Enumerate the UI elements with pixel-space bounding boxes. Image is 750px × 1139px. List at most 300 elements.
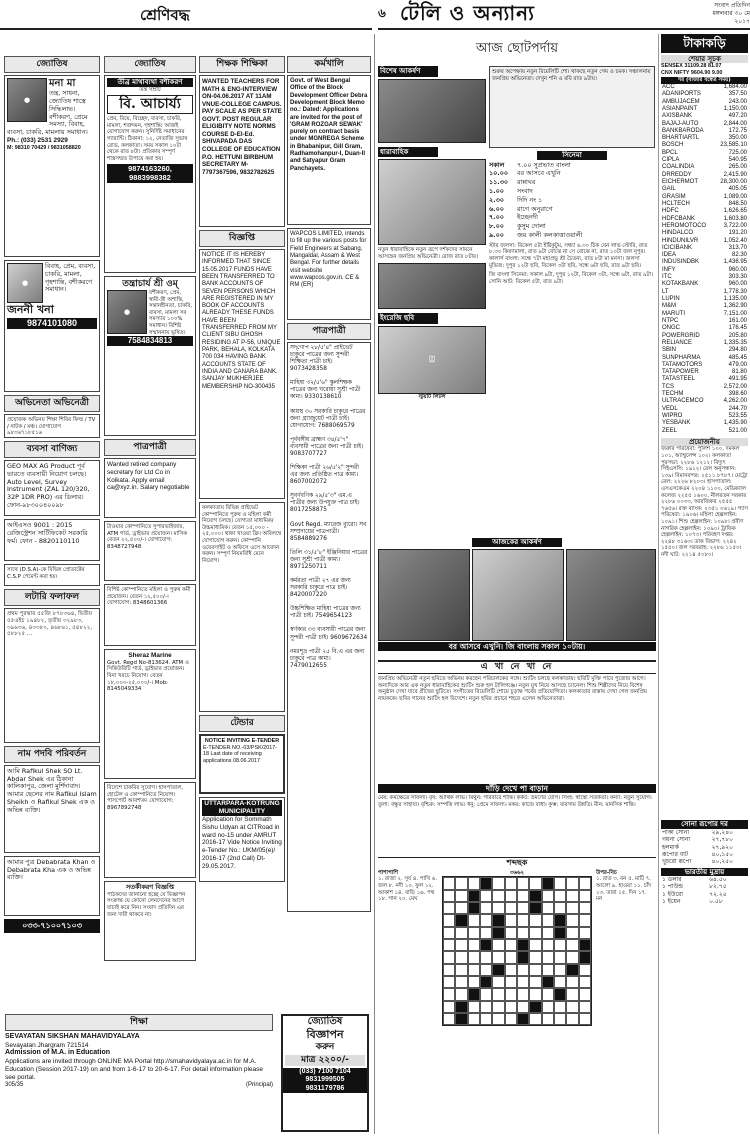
crossword-cell[interactable] [579, 1013, 591, 1025]
crossword-cell[interactable] [468, 877, 480, 889]
crossword-cell [468, 902, 480, 914]
teacher-heading: শিক্ষক শিক্ষিকা [199, 56, 285, 73]
astrology-heading-2: জ্যোতিষ [104, 56, 196, 73]
crossword-cell[interactable] [455, 902, 467, 914]
nifty: CNX NIFTY 9604.90 9.00 [661, 69, 723, 76]
crossword-cell [468, 988, 480, 1000]
crossword-cell[interactable] [443, 939, 455, 951]
crossword-cell[interactable] [542, 914, 554, 926]
crossword-cell[interactable] [579, 914, 591, 926]
astrologer-name: মনা মা [49, 77, 76, 89]
tv-mid-col: শুরুর অপেক্ষায় নতুন রিয়েলিটি শো। থাকছে নতুন গেম ও চমক। সঞ্চালনায় জনপ্রিয় অভিনেতা। দেখুন শনি ও রবি রাত ৯টায়। সিনেমা সকাল ৭.০০ সুপ্রভাত বাংলা ১০.০০ বর আসবে এখুনি ১১.৩০ রান্নাঘর ১.০০ সংবাদ ২.৩০ দিদি নং ১ ৬.০০ রাগে অনুরাগে ৭.০০ ইচ্ছেনদী ৮.০০ কুসুম দোলা ৯.০০ জয় কালী কলকাত্তাওয়ালী স্টার জলসা: বিকেল ৫টা ইষ্টিকুটুম, সন্ধ্যা ৬.৩০ ঠিক যেন লাভ স্টোরি, রাত ৮.৩০ কিরণমালা, রাত ৯টা বোঝে না সে বোঝে না, রাত ১০টা জল নূপুর। কালার্স বাংলা: সন্ধে ৭টা মহাপ্রভু শ্রী চৈতন্য, রাত ৮টা মা মনসা। জলসা মুভিজ: দুপুর ১২টা ছবি, বিকেল ৩টা ছবি, সন্ধে ৬টা ছবি, রাত ৯টা ছবি। জি বাংলা সিনেমা: সকাল ৯টা, দুপুর ১২টা, বিকেল ৩টা, সন্ধে ৬টা, রাত ৯টা। সোনি আট: বিকেল ৫টা, রাত ৯টা। [489, 66, 655, 536]
crossword-cell[interactable] [579, 902, 591, 914]
crossword-cell [566, 964, 578, 976]
crossword-cell[interactable] [492, 902, 504, 914]
business-ad-3: সাথে (D.S.A)-কে বিভিন্ন প্রোডাক্টের C.S.P পেমেন্ট করা হয়। [4, 564, 100, 586]
crossword-cell[interactable] [529, 951, 541, 963]
crossword-cell[interactable] [554, 964, 566, 976]
actor-heading: অভিনেতা অভিনেত্রী [4, 395, 100, 412]
stock-row: AMBUJACEM 243.00 [662, 98, 747, 105]
crossword-cell[interactable] [554, 951, 566, 963]
crossword-cell[interactable] [468, 1013, 480, 1025]
across-heading: পাশাপাশি [378, 869, 398, 876]
crossword-cell[interactable] [480, 890, 492, 902]
stock-row: BAJAJ-AUTO 2,844.00 [662, 120, 747, 127]
crossword-cell[interactable] [505, 976, 517, 988]
down-heading: উপর-নিচ [596, 869, 617, 876]
crossword-cell[interactable] [468, 951, 480, 963]
crossword-cell[interactable] [443, 877, 455, 889]
stock-row: SUNPHARMA 485.45 [662, 354, 747, 361]
crossword-cell [480, 939, 492, 951]
education-ad-wrap [5, 1014, 273, 1134]
section-title: টেলি ও অন্যান্য [400, 1, 535, 25]
jyotish-line2: বিজ্ঞাপন [306, 1028, 344, 1042]
job-ad-small-3: Sheraz Marine Govt. Regd No-813624. ATM ও সিকিউরিটি গার্ড, ড্রাইভার প্রয়োজন। বিনা খরচে নিয়োগ। বেতন ১৮,০০০-২৫,০০০/-। Mob: 8145049334 [104, 649, 196, 779]
crossword-cell[interactable] [517, 988, 529, 1000]
astrology-heading: জ্যোতিষ [4, 56, 100, 73]
tv-listing-row [489, 206, 655, 214]
crossword-cell [480, 877, 492, 889]
crossword-cell[interactable] [566, 988, 578, 1000]
crossword-cell[interactable] [443, 927, 455, 939]
astrologer-photo-4: ● [107, 290, 147, 334]
crossword-cell[interactable] [492, 890, 504, 902]
crossword-cell[interactable] [542, 988, 554, 1000]
stock-row: NTPC 161.00 [662, 317, 747, 324]
contact-bar: ০৩৩-৭১০০৭১০৩ [4, 919, 100, 933]
stock-row: ADANIPORTS 357.50 [662, 91, 747, 98]
tv-time: ৭.০০ [489, 213, 504, 222]
astrology-ad-3: তীব্র মাথাব্যথা বশীকরণ তন্ত্র সম্রাট বি. আচার্য্য প্রেম, বিয়ে, বিচ্ছেদ, ব্যবসা, চাকরি, মামলা, শত্রুদমন, গৃহশান্তি। আজই যোগাযোগ করুন। সুনির্দিষ্ট সমাধানের গ্যারান্টি। ঠিকানা: ১২, নেতাজি সুভাষ রোড, কলকাতা। সময় সকাল ১০টা থেকে রাত ৮টা। প্রতিকার সম্পূর্ণ শাস্ত্রসম্মত উপায়ে করা হয়। 9874163260, 9883998382 [104, 75, 196, 273]
astrology-banner: তীব্র মাথাব্যথা বশীকরণ [107, 78, 193, 87]
crossword-cell[interactable] [505, 1013, 517, 1025]
stock-row: RELIANCE 1,335.35 [662, 339, 747, 346]
crossword-cell[interactable] [492, 1001, 504, 1013]
fx-row: ১ ডলার ৬৪.৫০ [662, 876, 727, 884]
crossword-cell[interactable] [579, 1001, 591, 1013]
stock-row: INFY 960.00 [662, 266, 747, 273]
education-foot [5, 1082, 273, 1089]
crossword-cell[interactable] [480, 951, 492, 963]
crossword-cell[interactable] [480, 902, 492, 914]
crossword-cell[interactable] [529, 927, 541, 939]
film-photo-1 [378, 549, 470, 641]
crossword-cell [480, 976, 492, 988]
crossword-cell[interactable] [492, 951, 504, 963]
crossword-cell[interactable] [554, 976, 566, 988]
crossword-cell[interactable] [455, 890, 467, 902]
left-page-header [0, 0, 372, 30]
money-banner: টাকাকড়ি [661, 34, 748, 53]
astrologer-mobile: M: 98310 70429 / 9831058820 [7, 144, 81, 151]
tv-time: সকাল [489, 160, 505, 169]
stock-row: ONGC 176.45 [662, 325, 747, 332]
fx-table [661, 876, 748, 905]
tv-time: ৬.০০ [489, 204, 504, 213]
serial-label: ধারাবাহিক [378, 147, 438, 158]
patra-heading: পাত্রপাত্রী [104, 439, 196, 456]
crossword-cell[interactable] [443, 1013, 455, 1025]
crossword-cell [468, 890, 480, 902]
name-change-ad-1: আমি Rafikul Shek SO Lt. Abdar Shek এর ঠিকানা কালিকাপুর, জেলা মুর্শিদাবাদ। আমার ছেলের নাম Rafikul Islam Sheikh ও Rafikul Shek এক ও অভিন্ন ব্যক্তি। [4, 765, 100, 853]
crossword-cell[interactable] [566, 877, 578, 889]
stock-row: HINDALCO 191.20 [662, 230, 747, 237]
crossword-cell[interactable] [579, 877, 591, 889]
english-film-label: ইংরেজি ছবি [378, 313, 438, 324]
crossword-cell [492, 927, 504, 939]
gold-heading: সোনা রূপোর দর [661, 820, 748, 829]
crossword-cell[interactable] [468, 927, 480, 939]
crossword-cell[interactable] [443, 914, 455, 926]
column-3 [199, 56, 285, 1016]
crossword-cell[interactable] [468, 1001, 480, 1013]
column-1 [4, 56, 100, 1134]
date-box [684, 2, 750, 25]
crossword-cell[interactable] [542, 951, 554, 963]
tv-time: ১১.৩০ [489, 178, 509, 187]
business-ad-1: GEO MAX AG Product পূর্ব ভারতে ব্যবসায়ী নিয়োগ চলছে। Auto Level, Survey Instrument (ZAL 120/320, 32P 1DR PRO) এর ডিলার। ফোন-৯৮৩০০৪০০৯৮ [4, 460, 100, 516]
crossword-cell[interactable] [566, 914, 578, 926]
crossword-cell[interactable] [542, 890, 554, 902]
stock-row: COALINDIA 265.00 [662, 164, 747, 171]
stock-row: ASIANPAINT 1,150.00 [662, 105, 747, 112]
tender-ad [199, 797, 285, 882]
crossword-cell[interactable] [505, 988, 517, 1000]
crossword-cell [517, 1013, 529, 1025]
crossword-cell[interactable] [443, 890, 455, 902]
crossword-cell [554, 927, 566, 939]
crossword-cell[interactable] [579, 976, 591, 988]
classified-title: শ্রেণিবদ্ধ [140, 6, 190, 24]
education-sign: (Principal) [245, 1081, 273, 1088]
crossword-cell[interactable] [492, 939, 504, 951]
right-page-header [378, 0, 750, 30]
crossword-cell[interactable] [554, 939, 566, 951]
crossword-cell[interactable] [455, 976, 467, 988]
kids-caption: স্টুয়ার্ট লিটল [418, 393, 446, 400]
tv-left-col: বিশেষ আকর্ষণ ধারাবাহিক নতুন ধারাবাহিকে নতুন রূপে দর্শকদের সামনে আসছেন জনপ্রিয় অভিনেত্রী। রোজ রাত ৮টায়। ইংরেজি ছবি 🐭 স্টুয়ার্ট লিটল [378, 66, 486, 536]
crossword-cell[interactable] [468, 976, 480, 988]
crossword-cell[interactable] [554, 1001, 566, 1013]
astrology-sub: তন্ত্র সম্রাট [139, 86, 161, 93]
stock-row: HINDUNILVR 1,052.40 [662, 237, 747, 244]
crossword-cell[interactable] [529, 939, 541, 951]
crossword-cell[interactable] [517, 1001, 529, 1013]
crossword-cell[interactable] [468, 914, 480, 926]
stock-row: MARUTI 7,151.00 [662, 310, 747, 317]
crossword-cell[interactable] [542, 1001, 554, 1013]
astrology-body: তন্ত্র, সাধনা, জ্যোতিষ শাস্ত্রে সিদ্ধিলাভ। বশীকরণ, প্রেমে সমস্যা, বিবাহ, ব্যবসা, চাকরি, মামলায় সমাধান। [7, 89, 88, 137]
crossword-cell[interactable] [468, 964, 480, 976]
job-ad-small-1: টাওয়ার কোম্পানিতে সুপারভাইজার, ATM গার্ড, ড্রাইভার প্রয়োজন। মাসিক বেতন ২২,৫০০/-। যোগাযোগ: 8348727948 [104, 521, 196, 581]
business-heading: ব্যবসা বাণিজ্য [4, 441, 100, 458]
crossword-cell[interactable] [542, 902, 554, 914]
education-block [5, 1014, 370, 1134]
stock-row: KOTAKBANK 960.00 [662, 281, 747, 288]
film-strip [378, 538, 656, 656]
crossword-cell[interactable] [517, 890, 529, 902]
astrology-body-2: বিবাহ, প্রেম, ব্যবসা, চাকরি, মামলা, গৃহশান্তি, বশীকরণে সমাধান। [45, 261, 96, 294]
tv-listing-row [489, 197, 655, 205]
education-title: SEVAYATAN SIKSHAN MAHAVIDYALAYA [5, 1032, 140, 1040]
crossword-cell[interactable] [505, 939, 517, 951]
tv-program: বর আসবে এখুনি [517, 169, 561, 178]
tender-body: Application for Sommath Sishu Udyan at CITRoad in ward no-15 under AMRUT 2016-17 Vide Notice Inviting e-Tender No.: UKM/05(e)/ 2016-17 (2nd Call) Dt-29.05.2017. [202, 815, 282, 870]
crossword-cell[interactable] [529, 976, 541, 988]
crossword-cell[interactable] [505, 890, 517, 902]
crossword-cell[interactable] [529, 1013, 541, 1025]
today-heading-wrap [378, 34, 656, 64]
crossword-cell [492, 914, 504, 926]
gold-row: পাকা সোনা ২৯,২৪০ [662, 829, 734, 836]
job-ad-small-4: বিদেশে চাকরির সুযোগ। হাসপাতাল, হোটেল ও কোম্পানিতে নিয়োগ। পাসপোর্ট আবশ্যক। যোগাযোগ: 8967892748 [104, 782, 196, 878]
film-heading: আজকের আকর্ষণ [472, 538, 562, 547]
astrologer-phone: Ph.: (033) 2531 2929 [7, 137, 68, 145]
crossword-cell[interactable] [455, 988, 467, 1000]
tender-title: UTTARPARA-KOTRUNG MUNICIPALITY [202, 800, 282, 816]
crossword-cell[interactable] [566, 951, 578, 963]
crossword-cell[interactable] [480, 988, 492, 1000]
tv-time: ২.৩০ [489, 195, 504, 204]
attraction-photo [378, 79, 486, 143]
puzzle-number: ৩৬৬২ [509, 869, 525, 876]
education-heading: শিক্ষা [5, 1014, 273, 1031]
stock-row: BOSCH 23,585.10 [662, 142, 747, 149]
crossword-cell[interactable] [480, 914, 492, 926]
now-showing: এ খা নে খা নে জনপ্রিয় অভিনেত্রী নতুন ছবিতে অভিনয় করছেন পরিচালকের সঙ্গে। শ্যুটিং চলছে কলকাতায়। ছবিটি মুক্তি পাবে পুজোর আগে। অন্যদিকে আর এক নতুন ধারাবাহিকের শ্যুটিং শুরু হল টালিগঞ্জে। নতুন মুখ নিয়ে আসছে চ্যানেল। শিশু শিল্পীদের নিয়ে বিশেষ অনুষ্ঠান দেখা যাবে গ্রীষ্মের ছুটিতে। সংগীতের রিয়েলিটি শোয়ে চূড়ান্ত পর্বের প্রতিযোগিতা। কলকাতার রাস্তায় দেখা গেল জনপ্রিয় নায়ককে। ছবির গানের শ্যুটিং হল বিদেশে। নতুন ছবির প্রচারে শহরে এলেন অভিনেতারা। [378, 660, 656, 784]
crossword-cell [492, 964, 504, 976]
stock-table [661, 84, 748, 435]
crossword-cell[interactable] [455, 877, 467, 889]
education-body: Applications are invited through ONLINE MA Portal http://smahavidyalaya.ac.in for M.A. Education (Session 2017-19) on and from 1-6-17 to 20-6-17. For detail information please see portal. [5, 1057, 263, 1081]
crossword-cell[interactable] [579, 890, 591, 902]
bigyopti-heading: বিজ্ঞপ্তি [199, 230, 285, 247]
crossword-cell[interactable] [566, 1001, 578, 1013]
puzzle-title: শব্দছক [378, 857, 656, 868]
stock-row: VEDL 244.70 [662, 405, 747, 412]
crossword-cell[interactable] [579, 988, 591, 1000]
kids-film-photo: 🐭 [378, 326, 486, 394]
price-table-title: দর (বাজার বন্ধের সময়) [661, 77, 748, 84]
crossword-cell [455, 1001, 467, 1013]
tv-program: রাগে অনুরাগে [517, 204, 553, 213]
puzzle-head: দাঁড়ি দেখে পা বাড়ান [378, 784, 656, 793]
stock-row: HDFCBANK 1,603.80 [662, 215, 747, 222]
stock-row: IDEA 82.30 [662, 252, 747, 259]
across-clues: পাশাপাশি ১. রাজা ২. সূর্য ৪. পাখি ৬. জল ৮. নদী ১০. ফুল ১২. আকাশ ১৪. বাড়ি ১৬. পথ ১৮. গান ২০. মেঘ [378, 869, 438, 903]
crossword-cell[interactable] [517, 914, 529, 926]
crossword-cell[interactable] [579, 964, 591, 976]
crossword-cell[interactable] [455, 939, 467, 951]
stock-row: HDFC 1,626.65 [662, 208, 747, 215]
crossword-cell [529, 902, 541, 914]
crossword-wrap [442, 870, 592, 1027]
tv-time: ৯.০০ [489, 231, 504, 240]
crossword-cell [455, 1013, 467, 1025]
jyotish-phone-3: 9831179786 [283, 1085, 367, 1094]
crossword-cell[interactable] [492, 988, 504, 1000]
astrologer-phone-3: 9874163260, 9883998382 [107, 164, 193, 182]
bdo-ad: Govt. of West Bengal Office of the Block Development Officer Debra Development Block Memo no.: Dated: Applications are invited for the post of 'GRAM ROZGAR SEWAK' purely on contract basis under MGNREGA Scheme in Bhabanipur, Gill Gram, Radhamohanpur-I, Duan-II and Satyapur Gram Panchayets. [287, 75, 371, 225]
crossword-cell[interactable] [492, 1013, 504, 1025]
crossword-cell[interactable] [566, 976, 578, 988]
paper-name: সংবাদ প্রতিদিন [714, 2, 750, 9]
crossword-cell[interactable] [542, 939, 554, 951]
crossword-cell[interactable] [566, 890, 578, 902]
crossword-cell[interactable] [554, 902, 566, 914]
crossword-cell[interactable] [505, 951, 517, 963]
astrology-ad-4: তন্ত্রাচার্য শ্রী ওম্ ● বশীকরণ, প্রেম, স্বামী-স্ত্রী অশান্তি, সন্তানহীনতা, চাকরি, ব্যবসা, মামলা সব সমস্যার ১০০% সমাধান। বিশিষ্ট সম্মাননায় ভূষিত। 7584834813 [104, 276, 196, 436]
education-code: 305/35 [5, 1081, 24, 1088]
patra-heading-2: পাত্রপাত্রী [287, 323, 371, 340]
crossword-cell[interactable] [468, 939, 480, 951]
crossword-cell[interactable] [529, 964, 541, 976]
tv-time: ১০.০০ [489, 169, 509, 178]
education-sub: Sevayatan Jhargram 721514 [5, 1041, 89, 1049]
year-line: ২০১৭ [734, 17, 750, 25]
jyotish-line1: জ্যোতিষ [307, 1016, 343, 1027]
crossword-cell[interactable] [505, 877, 517, 889]
fx-row: ১ ইয়েন ০.৫৮ [662, 898, 723, 906]
crossword-grid[interactable] [442, 876, 592, 1026]
crossword-cell[interactable] [529, 914, 541, 926]
name-change-ad-2: আমার পুত্র Debabrata Khan ও Debabrata Kha এক ও অভিন্ন ব্যক্তি। [4, 856, 100, 916]
job-ad-column-3: কলকাতায় বিভিন্ন প্রাইভেট কোম্পানিতে পুরুষ ও মহিলা কর্মী নিয়োগ চলছে। যোগ্যতা মাধ্যমিক/উচ্চমাধ্যমিক। বেতন ১৫,০০০ - ২৫,০০০। থাকা খাওয়া ফ্রি। অবিলম্বে যোগাযোগ করুন। কোম্পানি ওয়েবসাইট ও অফিসে এসে আবেদন করুন। সম্পূর্ণ নিয়মবিধি মেনে নিয়োগ। [199, 502, 285, 712]
crossword-cell [517, 951, 529, 963]
stock-row: M&M 1,362.90 [662, 303, 747, 310]
matrimonial-ads: সদ্‌গোপ ২৮/৫'৪" প্রাইভেট চাকুরে পাত্রের জন্য সুন্দরী শিক্ষিতা পাত্রী চাই। 9073428358 মাহিষ্য ৩২/৫'৬" স্কুলশিক্ষক পাত্রের জন্য ঘরোয়া সুশ্রী পাত্রী কাম্য। 9330138610 কায়স্থ ৩০ সরকারি চাকুরে পাত্রের জন্য গ্র্যাজুয়েট পাত্রী চাই। যোগাযোগ: 7688069579 পূর্ববঙ্গীয় ব্রাহ্মণ ৩৪/৫'৭" ব্যবসায়ী পাত্রের জন্য পাত্রী চাই। 9083707727 শিক্ষিকা পাত্রী ২৬/৫'২" সুন্দরী এর জন্য প্রতিষ্ঠিত পাত্র কাম্য। 8607002072 সুবর্ণবণিক ২৯/৫'৩" এম.এ পাত্রীর জন্য উপযুক্ত পাত্র চাই। 8017258875 Govt Regd. ম্যারেজ ব্যুরো। সব সম্প্রদায়ের পাত্রপাত্রী। 8584889276 তিলি ৩১/৫'৮" ইঞ্জিনিয়ার পাত্রের জন্য সুশ্রী পাত্রী কাম্য। 8971250711 কর্মরতা পাত্রী ২৭ এর জন্য সরকারি চাকুরে পাত্র চাই। 8420007220 উচ্চশিক্ষিত মাহিষ্য পাত্রের জন্য পাত্রী চাই। 7549654123 স্বর্ণকার ৩৩ ব্যবসায়ী পাত্রের জন্য সুন্দরী পাত্রী চাই। 9609672634 নমঃশূদ্র পাত্রী ২৫ বি.এ এর জন্য চাকুরে পাত্র কাম্য। 7479012655 [287, 342, 371, 912]
wanted-ad: Wanted retired company secretary for Ltd Co in Kolkata. Apply email ca@xyz.in. Salary negotiable [104, 458, 196, 518]
stock-row: BANKBARODA 172.75 [662, 127, 747, 134]
crossword-cell[interactable] [529, 988, 541, 1000]
crossword-cell[interactable] [505, 914, 517, 926]
gold-table [661, 829, 748, 866]
crossword-cell[interactable] [480, 1013, 492, 1025]
stock-row: GAIL 405.05 [662, 186, 747, 193]
stock-row: ZEEL 521.00 [662, 427, 747, 434]
astrologer-phone-2: 9874101080 [7, 318, 97, 329]
tv-listing-row [489, 162, 655, 170]
crossword-cell[interactable] [517, 927, 529, 939]
crossword-cell[interactable] [517, 964, 529, 976]
crossword-cell[interactable] [579, 927, 591, 939]
fx-row: ১ পাউন্ড ৮২.৭৫ [662, 883, 727, 891]
tv-listing-row [489, 179, 655, 187]
crossword-cell [554, 914, 566, 926]
crossword-cell[interactable] [517, 976, 529, 988]
down-clues: উপর-নিচ ১. রাত ৩. বন ৫. মাটি ৭. আলো ৯. হাওয়া ১১. চাঁদ ১৩. তারা ১৫. দিন ১৭. মন [596, 869, 652, 903]
stock-row: CIPLA 540.95 [662, 157, 747, 164]
promo-box: শুরুর অপেক্ষায় নতুন রিয়েলিটি শো। থাকছে নতুন গেম ও চমক। সঞ্চালনায় জনপ্রিয় অভিনেতা। দেখুন শনি ও রবি রাত ৯টায়। [489, 66, 655, 148]
crossword-cell[interactable] [505, 964, 517, 976]
crossword-cell[interactable] [480, 927, 492, 939]
tv-program: ৭.০০ সুপ্রভাত বাংলা [517, 160, 571, 169]
crossword-cell[interactable] [542, 927, 554, 939]
crossword-cell[interactable] [455, 964, 467, 976]
tv-time: ১.০০ [489, 186, 504, 195]
crossword-cell[interactable] [517, 877, 529, 889]
crossword-cell[interactable] [554, 877, 566, 889]
crossword-cell[interactable] [455, 951, 467, 963]
serial-photo [378, 159, 486, 245]
notice-funds-ad: NOTICE IT IS HEREBY INFORMED THAT SINCE 15.05.2017 FUNDS HAVE BEEN TRANSFERRED TO BANK ACCOUNTS OF SEVEN PERSONS WHICH ARE REGISTERED IN MY BOOK OF ACCOUNTS ALREADY THESE FUNDS HAVE BEEN TRANSFERRED FROM MY CLIENT SIBU GHOSH RESIDING AT P-56, UNIQUE PARK, BEHALA, KOLKATA 700 034 HAVING BANK ACCOUNTS STATE OF INDIA AND CANARA BANK. SANJAY MUKHERJEE MEMBERSHIP NO-300435 [199, 249, 285, 499]
job-ad-small-2: বিশিষ্ট কোম্পানিতে মহিলা ও পুরুষ কর্মী প্রয়োজন। বেতন ১২,৫০০/-। যোগাযোগ: 8348601366 [104, 584, 196, 646]
crossword-cell[interactable] [505, 927, 517, 939]
tv-program: কুসুম দোলা [517, 222, 546, 231]
astrology-ad-2 [4, 260, 100, 392]
stock-row: ICICIBANK 313.70 [662, 244, 747, 251]
crossword-cell[interactable] [566, 1013, 578, 1025]
gold-row: খুচরো রূপো ৪০,২৫০ [662, 858, 734, 866]
gold-row: হলমার্ক ২৭,৯২০ [662, 843, 734, 851]
astrology-ad-1 [4, 75, 100, 257]
stock-row: LUPIN 1,135.00 [662, 296, 747, 302]
crossword-cell[interactable] [443, 964, 455, 976]
tv-time: ৮.০০ [489, 222, 504, 231]
tv-listing-row [489, 188, 655, 196]
crossword-cell[interactable] [505, 1001, 517, 1013]
crossword-cell[interactable] [554, 890, 566, 902]
crossword-cell[interactable] [480, 964, 492, 976]
crossword-cell[interactable] [492, 877, 504, 889]
stock-row: HCLTECH 848.50 [662, 200, 747, 207]
fx-row: ১ ইউরো ৭২.২৫ [662, 890, 727, 898]
stock-row: YESBANK 1,435.90 [662, 420, 747, 427]
crossword-cell[interactable] [443, 951, 455, 963]
crossword-cell[interactable] [443, 976, 455, 988]
crossword-cell[interactable] [517, 902, 529, 914]
stock-row: BPCL 725.00 [662, 149, 747, 156]
stock-row: LT 1,778.30 [662, 288, 747, 295]
useful-heading: প্রয়োজনীয় [661, 438, 748, 447]
crossword-cell[interactable] [566, 927, 578, 939]
crossword-cell[interactable] [480, 1001, 492, 1013]
crossword-cell[interactable] [566, 902, 578, 914]
crossword-cell[interactable] [542, 1013, 554, 1025]
astrologer-phone-4: 7584834813 [107, 336, 193, 346]
astrologer-name-3: বি. আচার্য্য [107, 95, 193, 114]
crossword-cell [579, 939, 591, 951]
market-column [658, 34, 748, 1134]
stock-row: POWERGRID 205.80 [662, 332, 747, 339]
jyotish-line3: করুন [315, 1041, 335, 1052]
crossword-cell[interactable] [542, 964, 554, 976]
crossword-cell[interactable] [443, 902, 455, 914]
stock-row: TATAMOTORS 479.00 [662, 361, 747, 368]
page-fold [374, 34, 375, 1134]
tender-heading: টেন্ডার [199, 715, 285, 732]
tv-listing-row [489, 223, 655, 231]
crossword-cell[interactable] [443, 988, 455, 1000]
crossword-cell[interactable] [443, 1001, 455, 1013]
crossword-cell [542, 877, 554, 889]
stock-row: WIPRO 523.55 [662, 413, 747, 419]
crossword-cell[interactable] [529, 877, 541, 889]
stock-row: HEROMOTOCO 3,722.00 [662, 222, 747, 229]
crossword-cell[interactable] [505, 902, 517, 914]
column-2 [104, 56, 196, 1016]
teacher-ad: WANTED TEACHERS FOR MATH & ENG-INTERVIEW ON-04.06.2017 AT 11AM VNUE-COLLEGE CAMPUS. PAY SCALE AS PER STATE GOVT. POST REGULAR ELIGIBITY NOTE NORMS COURSE D-El-Ed. SHIVAPADA DAS COLLEGE OF EDUCATION P.O. HETTUNI BIRBHUM SECRETARY M-7797367596, 9832782625 [199, 75, 285, 227]
wapcos-ad: WAPCOS LIMITED, intends to fill up the various posts for Field Engineers at Sabang, Mangaldai, Assam & West Bengal. For further details visit website www.wapcos.gov.in. CE & RM (ER) [287, 228, 371, 320]
tv-program: জয় কালী কলকাত্তাওয়ালী [517, 231, 583, 240]
crossword-cell[interactable] [492, 976, 504, 988]
crossword-cell[interactable] [566, 939, 578, 951]
crossword-cell[interactable] [554, 1013, 566, 1025]
today-title: আজ ছোটপর্দায় [475, 41, 558, 57]
crossword-cell[interactable] [455, 927, 467, 939]
actor-ad: প্রযোজক অভিনয় শিক্ষা শিবির ফিল্ম / TV / নাটক / মঞ্চ। যোগাযোগ ৯৮৩৬৭১৮৫১৬ [4, 414, 100, 438]
